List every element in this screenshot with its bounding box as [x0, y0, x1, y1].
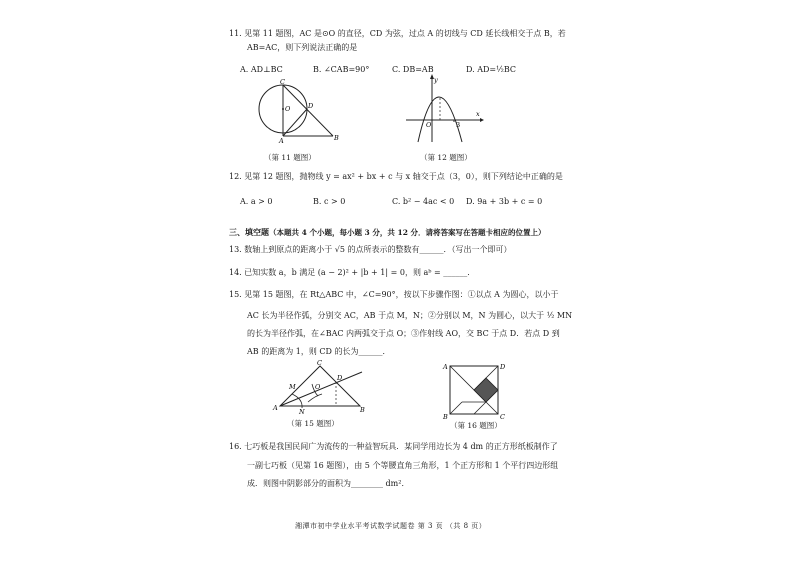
fig16-label-a: A	[443, 363, 448, 371]
q11-option-c: C. DB=AB	[392, 65, 434, 74]
fig12-label-3: 3	[456, 121, 461, 129]
fig16-label-d: D	[500, 363, 506, 371]
q12-stem: 12. 见第 12 题图，抛物线 y = ax² + bx + c 与 x 轴交于点（3，0），则下列结论中正确的是	[229, 172, 563, 181]
q14: 14. 已知实数 a，b 满足 (a − 2)² + |b + 1| = 0，则 aᵇ = ______．	[229, 268, 476, 277]
fig15-label-c: C	[317, 359, 322, 367]
fig11-label-a: A	[279, 137, 284, 144]
q12-option-d: D. 9a + 3b + c = 0	[466, 197, 543, 206]
fig12-label-o: O	[426, 121, 432, 129]
fig11-label-c: C	[280, 78, 285, 86]
figure-15-caption: （第 15 题图）	[287, 419, 339, 428]
section-3-title: 三、填空题	[229, 228, 269, 237]
q16-line2: 一副七巧板（见第 16 题图），由 5 个等腰直角三角形，1 个正方形和 1 个平行四边形组	[247, 461, 559, 470]
fig16-label-c: C	[500, 413, 505, 421]
figure-12	[404, 74, 484, 144]
figure-16	[440, 360, 510, 422]
q12-option-a: A. a > 0	[240, 197, 273, 206]
figure-15	[272, 358, 372, 416]
section-3-note: （本题共 4 个小题，每小题 3 分，共 12 分．请将答案写在答题卡相应的位置上）	[269, 228, 546, 237]
q11-option-d: D. AD=½BC	[466, 65, 517, 74]
q15-line1: 15. 见第 15 题图，在 Rt△ABC 中，∠C=90°，按以下步骤作图：①以点 A 为圆心，以小于	[229, 290, 559, 299]
page-footer: 湘潭市初中学业水平考试数学试题卷 第 3 页 （共 8 页）	[295, 522, 487, 530]
q13: 13. 数轴上到原点的距离小于 √5 的点所表示的整数有______．（写出一个即可）	[229, 245, 512, 254]
fig15-label-n: N	[299, 408, 305, 416]
section-3-heading	[229, 227, 546, 238]
fig11-label-d: D	[308, 102, 314, 110]
q11-option-a: A. AD⊥BC	[240, 65, 283, 74]
fig15-label-d: D	[337, 374, 343, 382]
q16-line3: 成．则图中阴影部分的面积为________ dm²．	[247, 479, 410, 488]
fig15-label-a: A	[273, 404, 278, 412]
q12-option-b: B. c > 0	[313, 197, 346, 206]
fig16-label-b: B	[443, 413, 448, 421]
fig11-label-b: B	[334, 134, 339, 142]
q11-line1: 11. 见第 11 题图，AC 是⊙O 的直径，CD 为弦，过点 A 的切线与 CD 延长线相交于点 B，若	[229, 29, 566, 38]
figure-16-caption: （第 16 题图）	[450, 421, 502, 430]
q15-line2: AC 长为半径作弧，分别交 AC，AB 于点 M，N；②分别以 M，N 为圆心，以大于 ½ MN	[247, 311, 573, 320]
fig12-label-x: x	[476, 110, 480, 118]
fig15-label-o: O	[315, 383, 321, 391]
figure-12-caption: （第 12 题图）	[420, 153, 472, 162]
q15-line4: AB 的距离为 1，则 CD 的长为______．	[247, 347, 391, 356]
fig15-label-m: M	[289, 383, 296, 391]
figure-11	[250, 78, 350, 144]
figure-11-caption: （第 11 题图）	[264, 153, 316, 162]
q12-option-c: C. b² − 4ac < 0	[392, 197, 455, 206]
fig12-label-y: y	[434, 76, 438, 84]
q16-line1: 16. 七巧板是我国民间广为流传的一种益智玩具．某同学用边长为 4 dm 的正方形纸板制作了	[229, 442, 558, 451]
q11-line2: AB=AC，则下列说法正确的是	[247, 43, 358, 52]
fig11-label-o: O	[285, 105, 291, 113]
fig15-label-b: B	[360, 406, 365, 414]
q15-line3: 的长为半径作弧，在∠BAC 内两弧交于点 O；③作射线 AO，交 BC 于点 D．若点 D 到	[247, 329, 560, 338]
q11-option-b: B. ∠CAB=90°	[313, 65, 370, 74]
